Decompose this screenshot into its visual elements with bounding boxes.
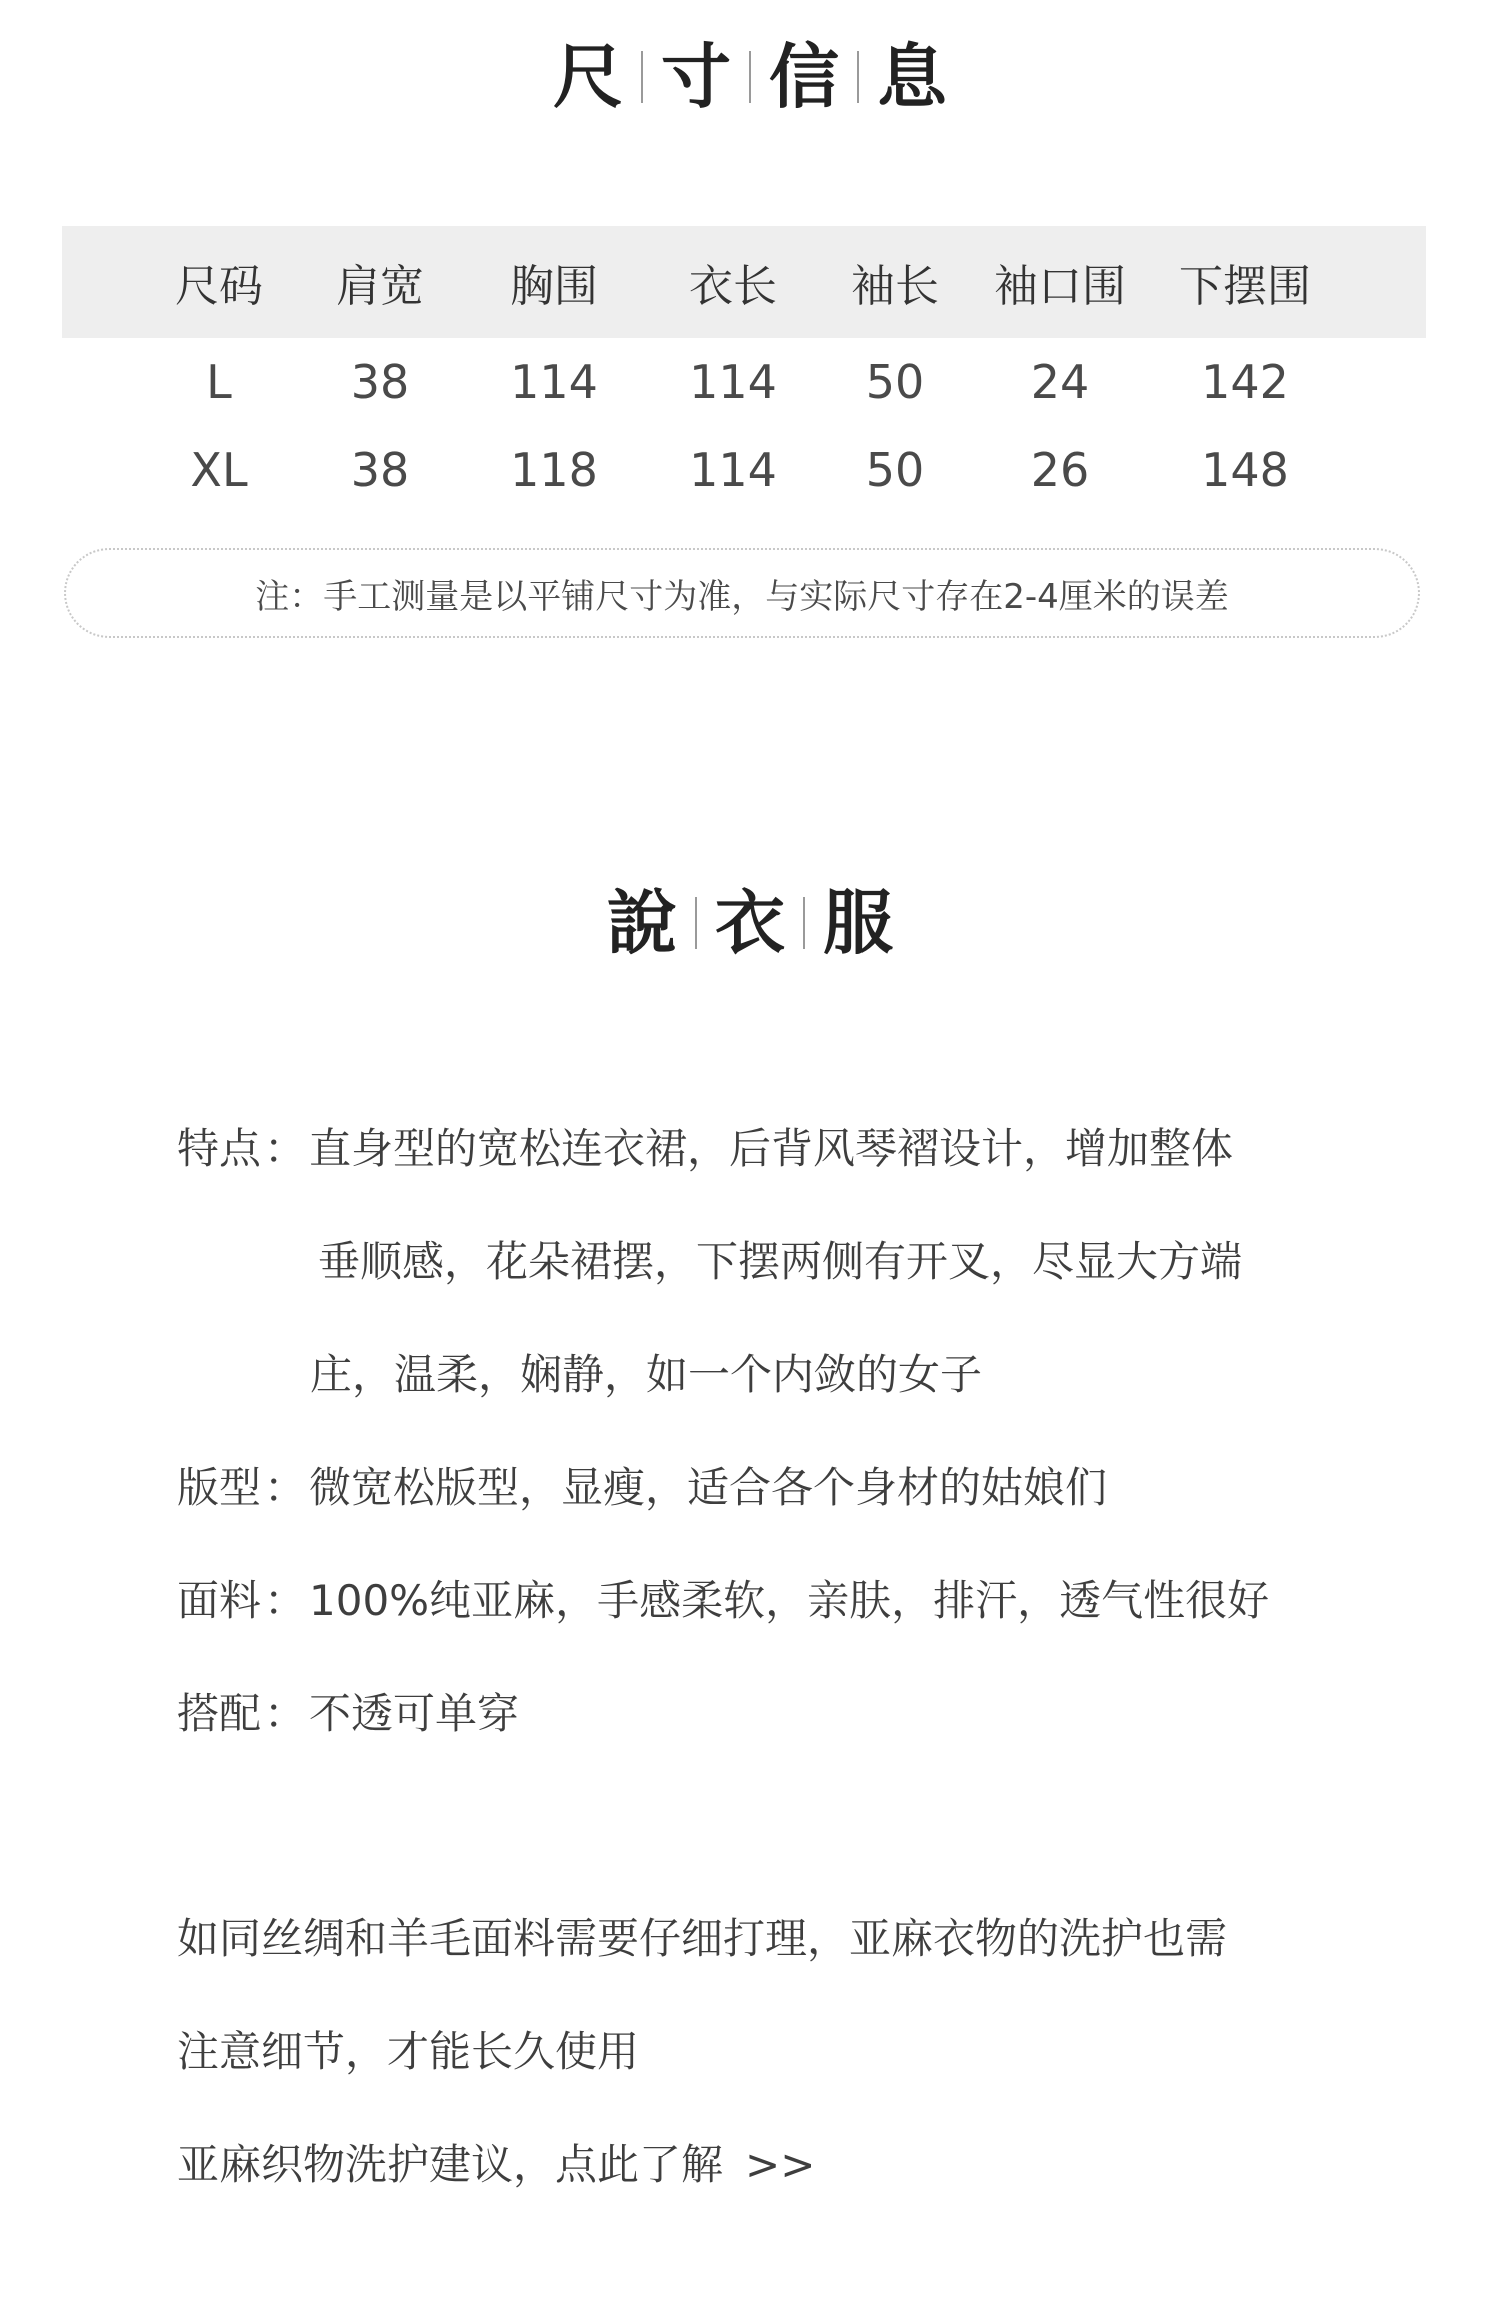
measurement-note xyxy=(64,548,1420,638)
size-info-title xyxy=(0,35,1500,118)
header-cell-hem: 下摆围 xyxy=(1179,261,1311,312)
feature-label: 版型 xyxy=(177,1463,262,1512)
table-cell: 24 xyxy=(1030,355,1090,409)
measurement-note-text: 注：手工测量是以平铺尺寸为准，与实际尺寸存在2-4厘米的误差 xyxy=(255,576,1229,617)
table-cell: 50 xyxy=(865,355,925,409)
care-text: 如同丝绸和羊毛面料需要仔细打理，亚麻衣物的洗护也需 xyxy=(177,1914,1228,1963)
table-cell: 26 xyxy=(1030,443,1090,497)
title-char: 尺 xyxy=(553,35,623,118)
feature-text: 100%纯亚麻，手感柔软，亲肤，排汗，透气性很好 xyxy=(309,1576,1270,1625)
feature-label: 面料 xyxy=(177,1576,262,1625)
table-cell: L xyxy=(206,355,232,409)
header-cell-size: 尺码 xyxy=(175,261,263,312)
double-chevron-right-icon: >> xyxy=(745,2140,816,2189)
feature-label: 搭配 xyxy=(177,1689,262,1738)
size-table xyxy=(62,226,1426,514)
feature-continuation: 庄，温柔，娴静，如一个内敛的女子 xyxy=(310,1350,983,1399)
care-guide-link[interactable] xyxy=(177,2132,815,2192)
feature-label: 特点 xyxy=(177,1124,262,1173)
feature-colon: ： xyxy=(264,1689,307,1738)
table-row xyxy=(62,338,1426,426)
feature-text: 微宽松版型，显瘦，适合各个身材的姑娘们 xyxy=(309,1463,1108,1512)
feature-styling xyxy=(177,1681,519,1741)
table-cell: 114 xyxy=(689,355,777,409)
table-cell: 38 xyxy=(350,355,410,409)
header-cell-length: 衣长 xyxy=(689,261,777,312)
table-cell: 38 xyxy=(350,443,410,497)
title-char: 說 xyxy=(607,881,677,964)
header-cell-cuff: 袖口围 xyxy=(994,261,1126,312)
table-cell: 114 xyxy=(510,355,598,409)
title-char: 息 xyxy=(877,35,947,118)
feature-fabric xyxy=(177,1568,1269,1628)
feature-text: 直身型的宽松连衣裙，后背风琴褶设计，增加整体 xyxy=(309,1124,1234,1173)
feature-continuation: 垂顺感，花朵裙摆，下摆两侧有开叉，尽显大方端 xyxy=(318,1237,1243,1286)
title-char: 寸 xyxy=(661,35,731,118)
feature-fit xyxy=(177,1455,1107,1515)
description-title xyxy=(0,881,1500,964)
feature-text: 不透可单穿 xyxy=(309,1689,520,1738)
feature-colon: ： xyxy=(264,1576,307,1625)
title-char: 信 xyxy=(769,35,839,118)
table-cell: 114 xyxy=(689,443,777,497)
table-cell: 118 xyxy=(510,443,598,497)
header-cell-chest: 胸围 xyxy=(510,261,598,312)
care-text: 注意细节，才能长久使用 xyxy=(177,2027,640,2076)
feature-colon: ： xyxy=(264,1124,307,1173)
size-table-header xyxy=(62,226,1426,338)
table-row xyxy=(62,426,1426,514)
table-cell: 50 xyxy=(865,443,925,497)
header-cell-shoulder: 肩宽 xyxy=(336,261,424,312)
header-cell-sleeve: 袖长 xyxy=(851,261,939,312)
title-char: 衣 xyxy=(715,881,785,964)
feature-colon: ： xyxy=(264,1463,307,1512)
feature-characteristics xyxy=(177,1116,1233,1176)
table-cell: 142 xyxy=(1201,355,1289,409)
table-cell: 148 xyxy=(1201,443,1289,497)
title-char: 服 xyxy=(823,881,893,964)
care-guide-link-label: 亚麻织物洗护建议，点此了解 xyxy=(177,2140,724,2189)
table-cell: XL xyxy=(190,443,248,497)
